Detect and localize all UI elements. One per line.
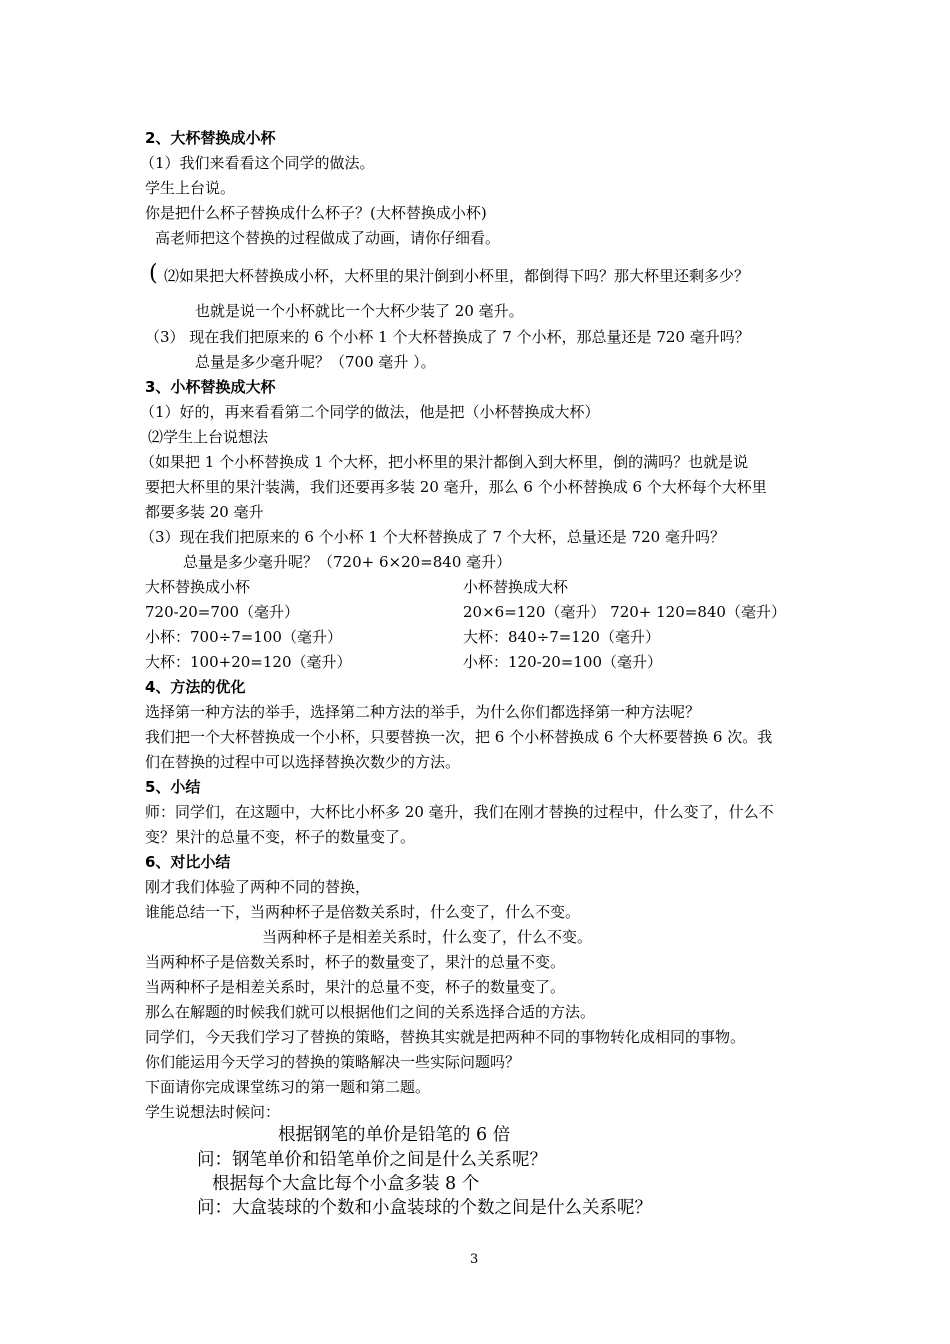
sec5-line-2: 变？果汁的总量不变，杯子的数量变了。 xyxy=(145,828,416,846)
sec6-line-4: 当两种杯子是倍数关系时，杯子的数量变了，果汁的总量不变。 xyxy=(145,953,566,971)
sec2-line-5: ⑵如果把大杯替换成小杯，大杯里的果汁倒到小杯里，都倒得下吗？那大杯里还剩多少？ xyxy=(164,267,750,285)
compare-right-row-1: 20×6=120（毫升） 720+ 120=840（毫升） xyxy=(463,603,786,621)
sec2-line-2: 学生上台说。 xyxy=(145,179,236,197)
sec3-line-2: ⑵学生上台说想法 xyxy=(148,428,269,446)
question-line-2: 问：钢笔单价和铅笔单价之间是什么关系呢？ xyxy=(197,1150,547,1170)
compare-right-title: 小杯替换成大杯 xyxy=(463,578,569,596)
section-2-heading: 2、大杯替换成小杯 xyxy=(145,129,276,147)
compare-right-row-3: 小杯：120-20=100（毫升） xyxy=(463,653,662,671)
compare-left-title: 大杯替换成小杯 xyxy=(145,578,251,596)
sec3-line-3: （如果把 1 个小杯替换成 1 个大杯，把小杯里的果汁都倒入到大杯里，倒的满吗？也就是说 xyxy=(140,453,749,471)
sec3-line-1: （1）好的，再来看看第二个同学的做法，他是把（小杯替换成大杯） xyxy=(140,403,600,421)
sec4-line-1: 选择第一种方法的举手，选择第二种方法的举手，为什么你们都选择第一种方法呢？ xyxy=(145,703,701,721)
sec6-line-9: 下面请你完成课堂练习的第一题和第二题。 xyxy=(145,1078,431,1096)
sec2-line-7: （3） 现在我们把原来的 6 个小杯 1 个大杯替换成了 7 个小杯，那总量还是 720 毫升吗？ xyxy=(145,328,750,346)
section-3-heading: 3、小杯替换成大杯 xyxy=(145,378,276,396)
sec6-line-10: 学生说想法时候问： xyxy=(145,1103,281,1121)
question-line-4: 问：大盒装球的个数和小盒装球的个数之间是什么关系呢？ xyxy=(197,1198,652,1218)
compare-left-row-1: 720-20=700（毫升） xyxy=(145,603,299,621)
sec2-line-6: 也就是说一个小杯就比一个大杯少装了 20 毫升。 xyxy=(195,302,524,320)
sec2-line-1: （1）我们来看看这个同学的做法。 xyxy=(140,154,375,172)
sec6-line-6: 那么在解题的时候我们就可以根据他们之间的关系选择合适的方法。 xyxy=(145,1003,596,1021)
sec2-line-4: 高老师把这个替换的过程做成了动画，请你仔细看。 xyxy=(155,229,501,247)
sec6-line-5: 当两种杯子是相差关系时，果汁的总量不变，杯子的数量变了。 xyxy=(145,978,566,996)
sec6-line-7: 同学们，今天我们学习了替换的策略，替换其实就是把两种不同的事物转化成相同的事物。 xyxy=(145,1028,746,1046)
sec3-line-5: 都要多装 20 毫升 xyxy=(145,503,264,521)
question-line-3: 根据每个大盒比每个小盒多装 8 个 xyxy=(212,1174,480,1194)
section-6-heading: 6、对比小结 xyxy=(145,853,231,871)
sec3-line-7: 总量是多少毫升呢？（720+ 6×20=840 毫升） xyxy=(183,553,512,571)
sec5-line-1: 师：同学们，在这题中，大杯比小杯多 20 毫升，我们在刚才替换的过程中，什么变了，什么不 xyxy=(145,803,774,821)
sec2-paren: ( xyxy=(149,261,158,286)
sec2-line-8: 总量是多少毫升呢？（700 毫升 ）。 xyxy=(195,353,436,371)
compare-right-row-2: 大杯：840÷7=120（毫升） xyxy=(463,628,660,646)
sec6-line-1: 刚才我们体验了两种不同的替换， xyxy=(145,878,371,896)
page-number: 3 xyxy=(470,1252,479,1267)
section-5-heading: 5、小结 xyxy=(145,778,201,796)
sec6-line-8: 你们能运用今天学习的替换的策略解决一些实际问题吗？ xyxy=(145,1053,521,1071)
sec4-line-3: 们在替换的过程中可以选择替换次数少的方法。 xyxy=(145,753,461,771)
section-4-heading: 4、方法的优化 xyxy=(145,678,246,696)
sec4-line-2: 我们把一个大杯替换成一个小杯，只要替换一次，把 6 个小杯替换成 6 个大杯要替换 6 次。我 xyxy=(145,728,773,746)
sec3-line-4: 要把大杯里的果汁装满，我们还要再多装 20 毫升，那么 6 个小杯替换成 6 个大杯每个大杯里 xyxy=(145,478,767,496)
sec2-line-3: 你是把什么杯子替换成什么杯子？(大杯替换成小杯) xyxy=(145,204,487,222)
sec3-line-6: （3）现在我们把原来的 6 个小杯 1 个大杯替换成了 7 个大杯，总量还是 720 毫升吗？ xyxy=(140,528,725,546)
compare-left-row-3: 大杯：100+20=120（毫升） xyxy=(145,653,352,671)
sec6-line-3: 当两种杯子是相差关系时，什么变了，什么不变。 xyxy=(262,928,593,946)
question-line-1: 根据钢笔的单价是铅笔的 6 倍 xyxy=(278,1125,511,1145)
compare-left-row-2: 小杯：700÷7=100（毫升） xyxy=(145,628,342,646)
sec6-line-2: 谁能总结一下，当两种杯子是倍数关系时，什么变了，什么不变。 xyxy=(145,903,581,921)
